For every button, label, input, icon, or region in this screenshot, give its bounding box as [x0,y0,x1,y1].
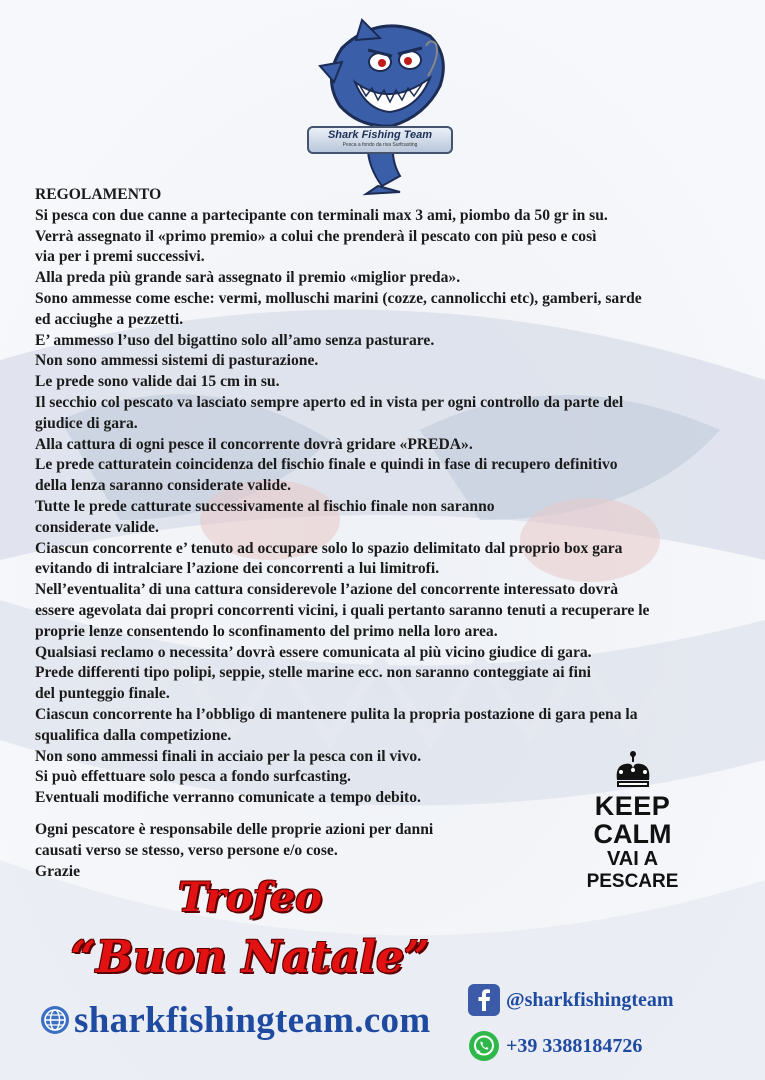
whatsapp-number: +39 3388184726 [506,1034,643,1057]
pescare-text: PESCARE [586,871,679,892]
logo-banner [307,126,453,154]
note-line: Ogni pescatore è responsabile delle proprie azioni per danni [35,821,434,838]
website-link[interactable] [40,998,430,1042]
keep-calm-badge [565,750,700,894]
crown-icon [611,750,655,792]
rule-line: considerate valide. [35,518,159,536]
rule-line: della lenza saranno considerate valide. [35,477,291,495]
rule-line: Ciascun concorrente e’ tenuto ad occupare solo lo spazio delimitato dal proprio box gara [35,539,623,557]
website-url: sharkfishingteam.com [74,999,431,1041]
rule-line: Sono ammesse come esche: vermi, molluschi marini (cozze, cannolicchi etc), gamberi, sarde [35,289,642,307]
rule-line: Verrà assegnato il «primo premio» a colui che prenderà il pescato con più peso e così [35,227,597,245]
rule-line: Si può effettuare solo pesca a fondo surfcasting. [35,768,351,786]
rule-line: del punteggio finale. [35,685,170,703]
logo-subtitle: Pesca a fondo da riva Surfcasting [342,142,418,148]
regolamento-heading: REGOLAMENTO [35,186,162,203]
rule-line: Alla preda più grande sarà assegnato il premio «miglior preda». [35,269,461,287]
rule-line: Si pesca con due canne a partecipante con terminali max 3 ami, piombo da 50 gr in su. [35,206,608,224]
whatsapp-link[interactable] [468,1028,674,1064]
vai-a-text: VAI A [606,848,659,870]
rule-line: Non sono ammessi sistemi di pasturazione. [35,352,319,370]
rule-line: via per i premi successivi. [35,248,205,266]
rule-line: Eventuali modifiche verranno comunicate a tempo debito. [35,789,421,807]
rule-line: Le prede catturatein coincidenza del fischio finale e quindi in fase di recupero definitivo [35,456,618,474]
facebook-handle: @sharkfishingteam [506,988,674,1011]
regolamento-section [35,185,747,809]
rule-line: Le prede sono valide dai 15 cm in su. [35,373,280,391]
rule-line: proprie lenze consentendo lo sconfinamento del primo nella loro area. [35,622,498,640]
rule-line: Alla cattura di ogni pesce il concorrente dovrà gridare «PREDA». [35,435,473,453]
note-line: Grazie [35,862,81,880]
whatsapp-icon [468,1030,500,1062]
rule-line: Prede differenti tipo polipi, seppie, stelle marine ecc. non saranno conteggiate ai fini [35,664,591,682]
rule-line: E’ ammesso l’uso del bigattino solo all’amo senza pasturare. [35,331,435,349]
rule-line: Ciascun concorrente ha l’obbligo di mantenere pulita la propria postazione di gara pena la [35,705,638,723]
trofeo-line-1: Trofeo [178,874,322,921]
rule-line: Non sono ammessi finali in acciaio per la pesca con il vivo. [35,747,422,765]
social-contacts [468,982,674,1074]
trofeo-line-2: “Buon Natale” [70,932,430,983]
keep-text: KEEP [594,791,671,821]
rule-line: squalifica dalla competizione. [35,726,232,744]
rule-line: Qualsiasi reclamo o necessita’ dovrà essere comunicata al più vicino giudice di gara. [35,643,592,661]
rule-line: ed acciughe a pezzetti. [35,310,184,328]
rule-line: Nell’eventualita’ di una cattura considerevole l’azione del concorrente interessato dovrà [35,581,619,599]
rule-line: essere agevolata dai propri concorrenti vicini, i quali pertanto saranno tenuti a recuperare le [35,601,650,619]
rule-line: giudice di gara. [35,414,138,432]
facebook-link[interactable] [468,982,674,1018]
rule-line: Tutte le prede catturate successivamente al fischio finale non saranno [35,497,495,515]
calm-text: CALM [593,819,672,849]
rule-line: Il secchio col pescato va lasciato sempre aperto ed in vista per ogni controllo da parte del [35,393,624,411]
logo-title: Shark Fishing Team [327,129,433,141]
rule-line: evitando di intralciare l’azione dei concorrenti a lui limitrofi. [35,560,440,578]
note-line: causati verso se stesso, verso persone e/o cose. [35,841,338,859]
globe-icon [40,1005,70,1035]
trofeo-title [40,868,460,988]
facebook-icon [468,984,500,1016]
shark-mascot-logo [300,16,460,196]
